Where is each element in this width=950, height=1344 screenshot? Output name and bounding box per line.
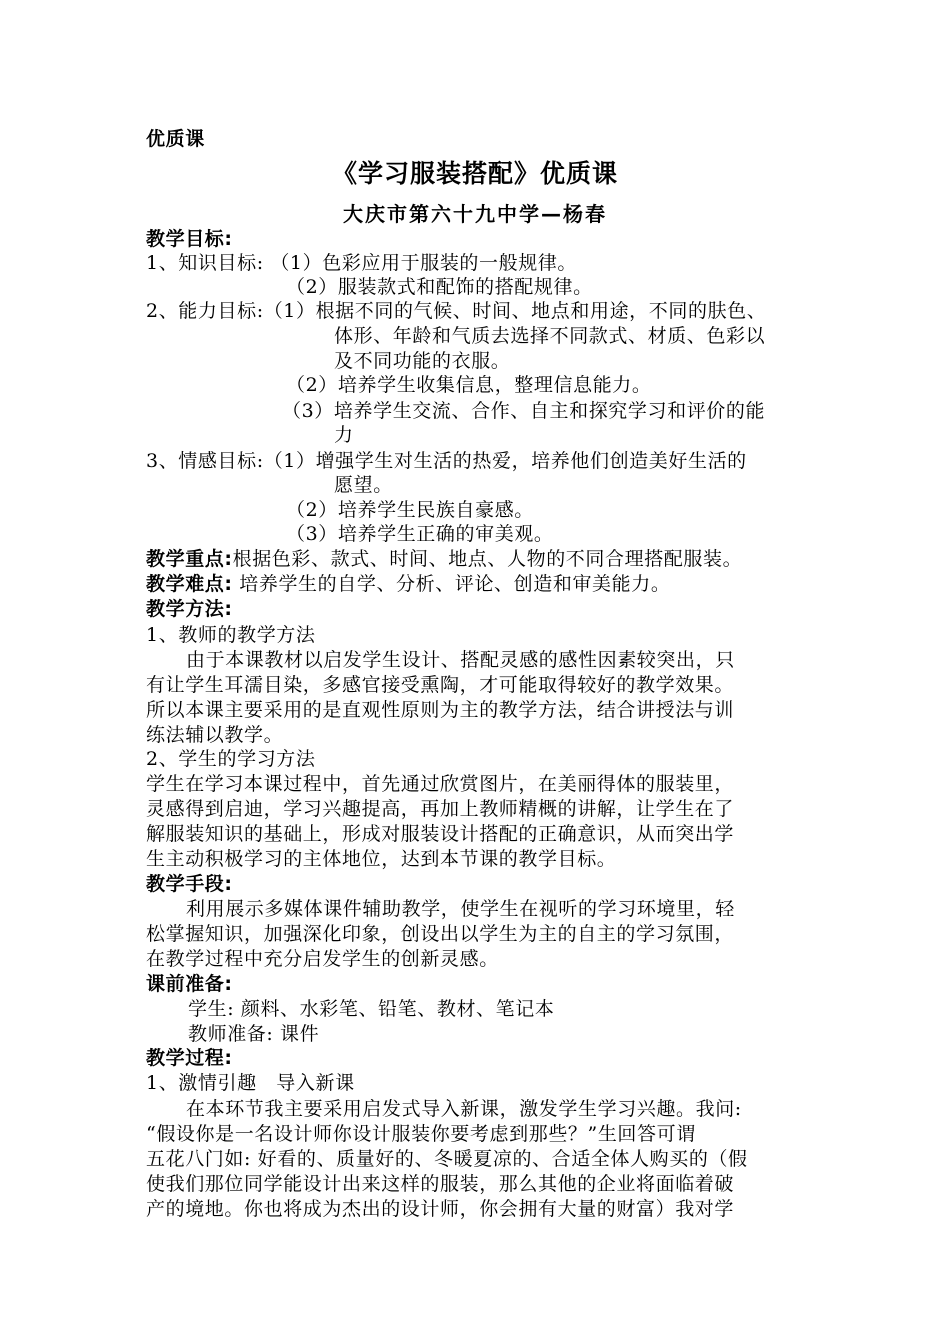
doc-title: 《学习服装搭配》优质课 [331,159,618,188]
heading-preparation: 课前准备: [146,973,233,995]
text-line: （2）服装款式和配饰的搭配规律。 [286,276,593,298]
text-line: 2、学生的学习方法 [146,748,316,770]
text-line: 体形、年龄和气质去选择不同款式、材质、色彩以 [334,325,766,347]
key-points-text: 根据色彩、款式、时间、地点、人物的不同合理搭配服装。 [232,548,743,570]
text-line: 2、能力目标:（1）根据不同的气候、时间、地点和用途，不同的肤色、 [146,300,767,322]
text-line: （2）培养学生收集信息，整理信息能力。 [286,374,652,396]
text-line: 由于本课教材以启发学生设计、搭配灵感的感性因素较突出，只 [186,649,735,671]
text-line: （3）培养学生正确的审美观。 [286,523,554,545]
key-points-line [146,546,742,572]
text-line: 3、情感目标:（1）增强学生对生活的热爱，培养他们创造美好生活的 [146,450,747,472]
text-line: 在教学过程中充分启发学生的创新灵感。 [146,948,499,970]
heading-means: 教学手段: [146,873,233,895]
text-line: 在本环节我主要采用启发式导入新课，激发学生学习兴趣。我问: [186,1098,742,1120]
text-line: 1、激情引趣 导入新课 [146,1072,355,1094]
text-line: 及不同功能的衣服。 [334,350,511,372]
text-line: “假设你是一名设计师你设计服装你要考虑到那些？”生回答可谓 [146,1123,696,1145]
difficulties-line [146,571,670,597]
difficulties-text: 培养学生的自学、分析、评论、创造和审美能力。 [239,573,671,595]
text-line: 学生在学习本课过程中，首先通过欣赏图片，在美丽得体的服装里， [146,773,735,795]
text-line: （2）培养学生民族自豪感。 [286,499,534,521]
text-line: 力 [334,424,354,446]
text-line: （3）培养学生交流、合作、自主和探究学习和评价的能 [282,400,766,422]
text-line: 教师准备: 课件 [188,1023,320,1045]
text-line: 愿望。 [334,474,393,496]
key-points-label: 教学重点: [146,548,233,570]
text-line: 学生: 颜料、水彩笔、铅笔、教材、笔记本 [188,998,555,1020]
text-line: 有让学生耳濡目染，多感官接受熏陶，才可能取得较好的教学效果。 [146,674,735,696]
heading-objectives: 教学目标: [146,228,233,250]
heading-methods: 教学方法: [146,598,233,620]
text-line: 所以本课主要采用的是直观性原则为主的教学方法，结合讲授法与训 [146,699,735,721]
text-line: 解服装知识的基础上，形成对服装设计搭配的正确意识，从而突出学 [146,823,735,845]
heading-process: 教学过程: [146,1047,233,1069]
text-line: 五花八门如: 好看的、质量好的、冬暖夏凉的、合适全体人购买的（假 [146,1148,748,1170]
text-line: 练法辅以教学。 [146,724,284,746]
text-line: 灵感得到启迪，学习兴趣提高，再加上教师精概的讲解，让学生在了 [146,798,735,820]
text-line: 松掌握知识，加强深化印象，创设出以学生为主的自主的学习氛围， [146,923,735,945]
doc-header: 优质课 [146,128,205,150]
text-line: 1、知识目标: （1）色彩应用于服装的一般规律。 [146,252,578,274]
text-line: 使我们那位同学能设计出来这样的服装，那么其他的企业将面临着破 [146,1173,735,1195]
text-line: 产的境地。你也将成为杰出的设计师，你会拥有大量的财富）我对学 [146,1198,735,1220]
text-line: 利用展示多媒体课件辅助教学，使学生在视听的学习环境里，轻 [186,898,735,920]
text-line: 1、教师的教学方法 [146,624,316,646]
difficulties-label: 教学难点: [146,573,233,595]
text-line: 生主动积极学习的主体地位，达到本节课的教学目标。 [146,848,617,870]
doc-subtitle: 大庆市第六十九中学—杨春 [343,202,607,226]
